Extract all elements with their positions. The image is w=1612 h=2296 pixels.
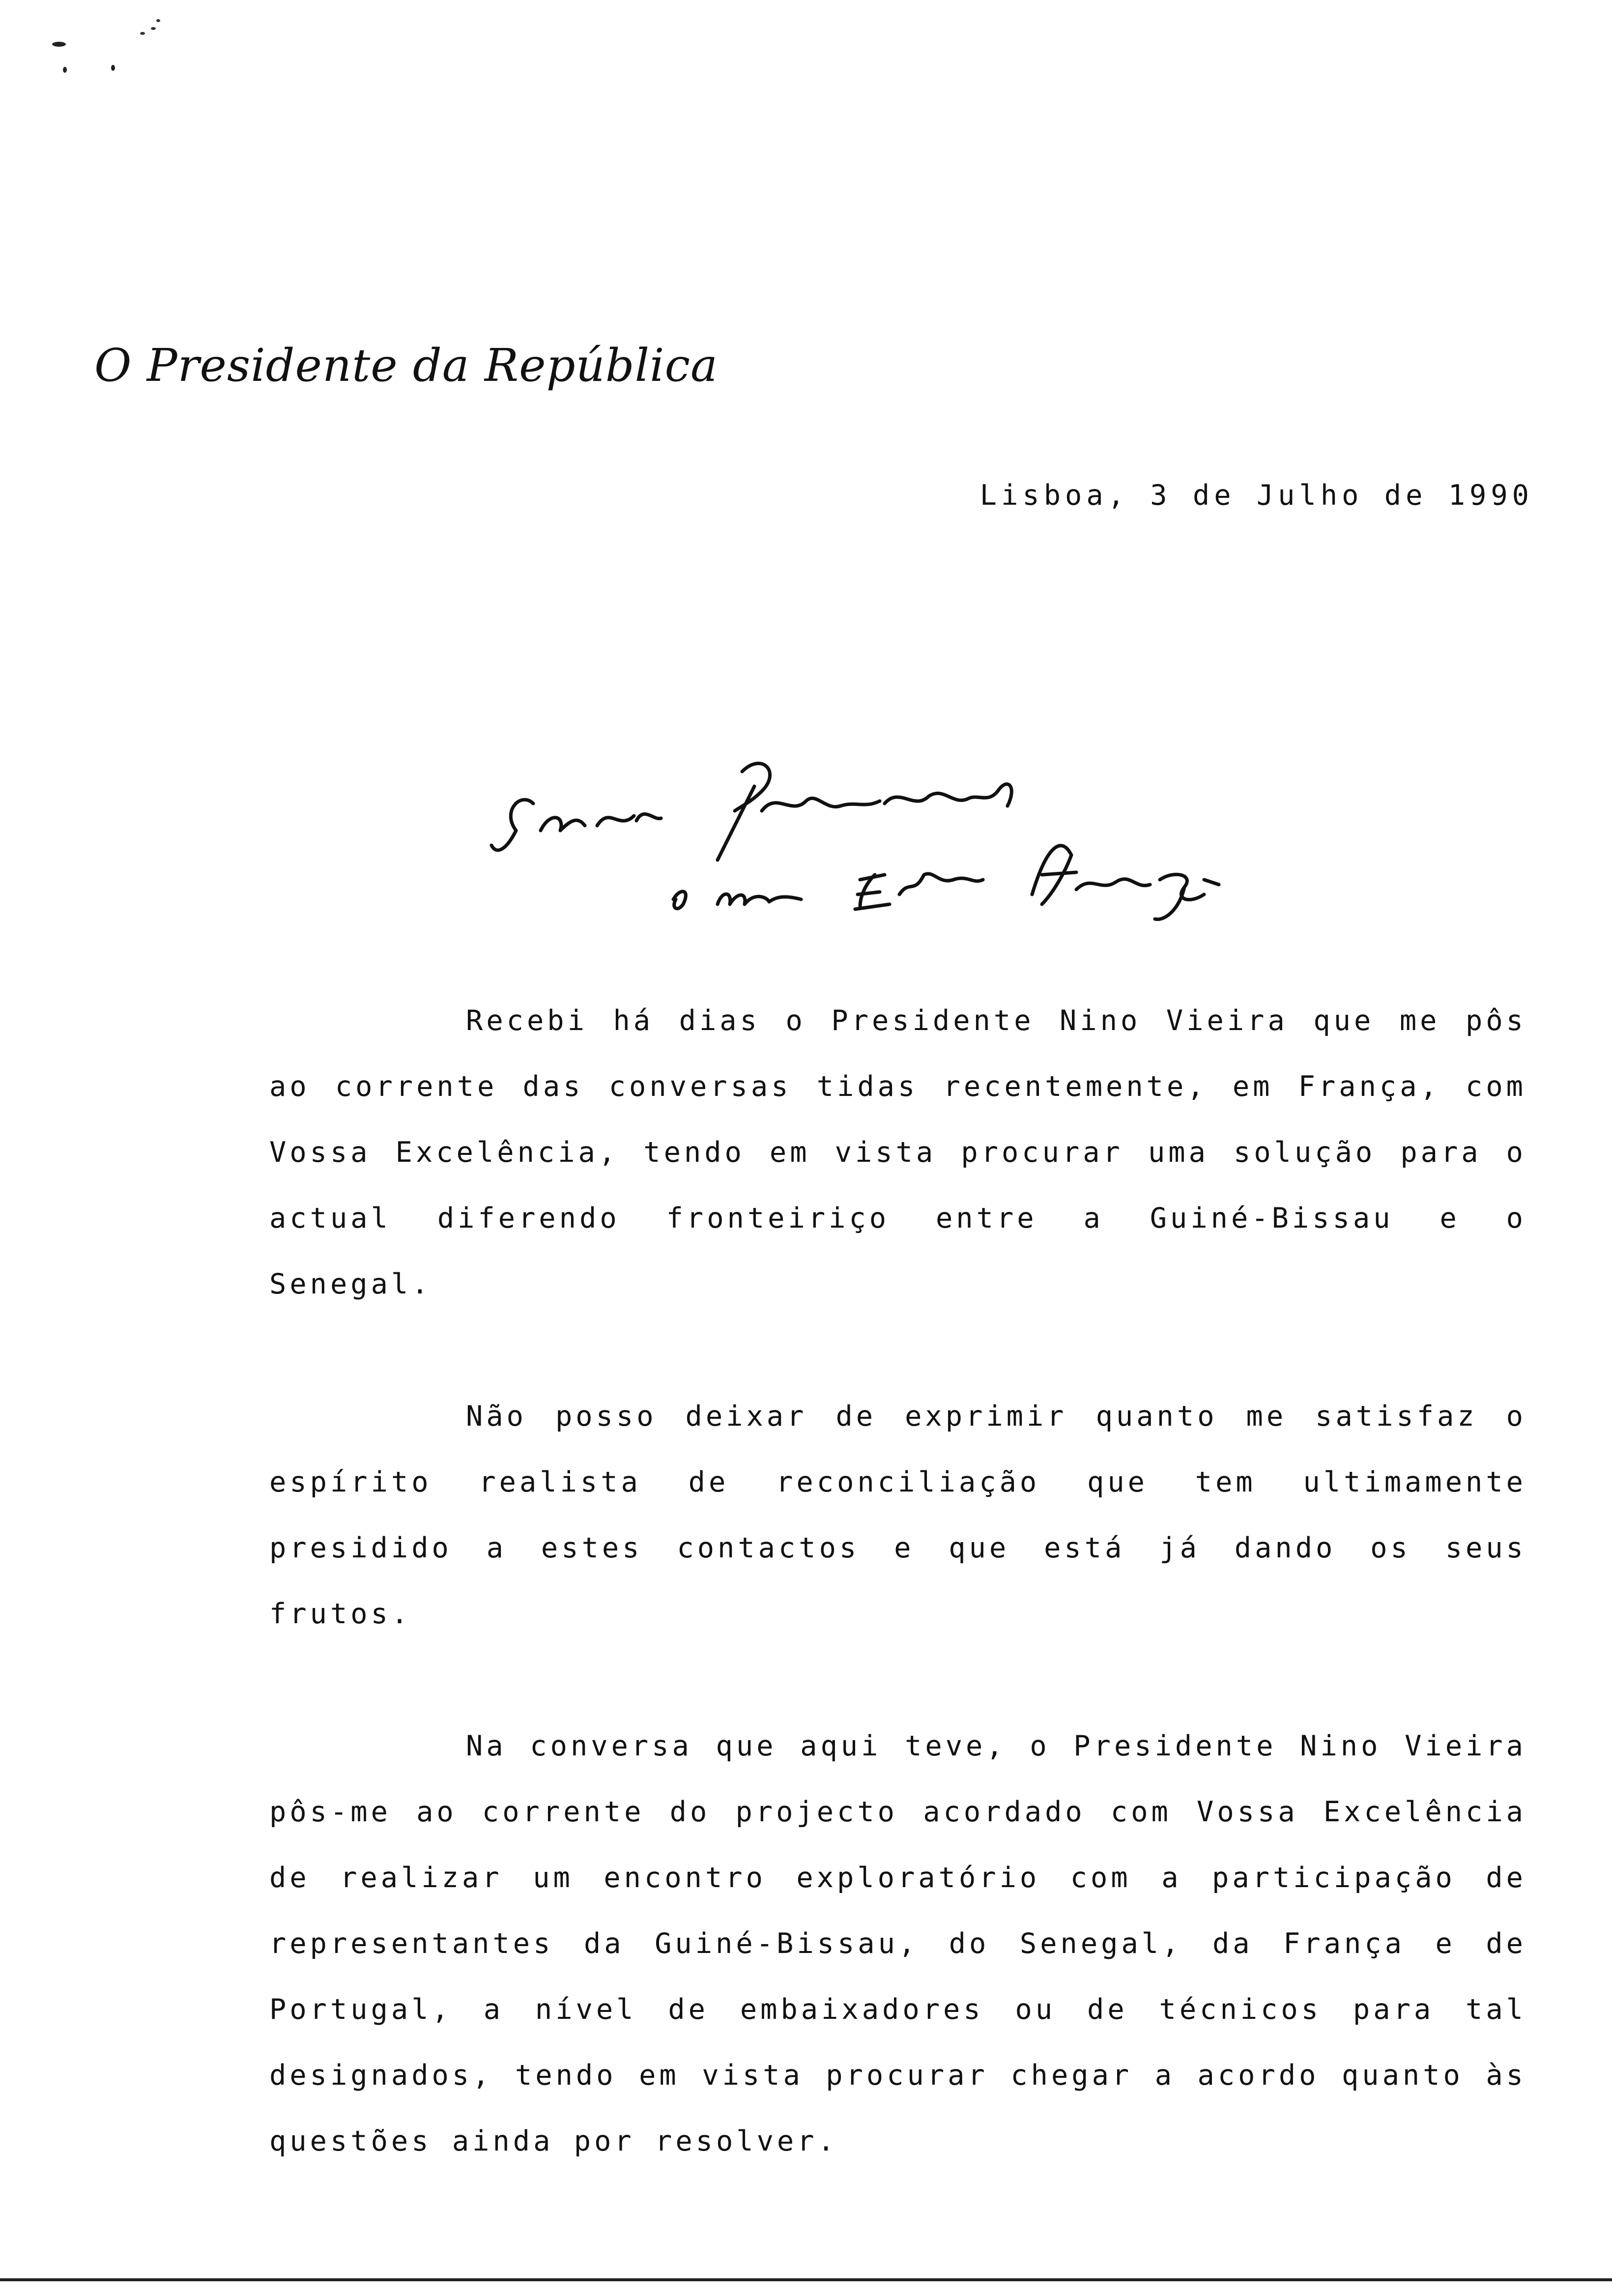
- scan-specks: [39, 10, 187, 79]
- date-line: Lisboa, 3 de Julho de 1990: [979, 479, 1533, 512]
- body-paragraph: Recebi há dias o Presidente Nino Vieira que me pôs ao corrente das conversas tidas recentemente, em França, com Vossa Excelência, tendo em vista procurar uma solução para o actual diferendo fronteiriço entre a Guiné-Bissau e o Senegal.: [269, 1004, 1526, 1300]
- body-paragraph: Não posso deixar de exprimir quanto me satisfaz o espírito realista de reconciliação que tem ultimamente presidido a estes contactos e que está já dando os seus frutos.: [269, 1400, 1526, 1630]
- handwritten-salutation: [487, 757, 1234, 924]
- page-bottom-rule: [0, 2278, 1612, 2281]
- letter-body: [269, 988, 1526, 2240]
- letterhead-title: O Presidente da República: [94, 339, 718, 392]
- body-paragraph: Na conversa que aqui teve, o Presidente Nino Vieira pôs-me ao corrente do projecto acordado com Vossa Excelência de realizar um encontro exploratório com a participação de representantes da Guiné-Bissau, do Senegal, da França e de Portugal, a nível de embaixadores ou de técnicos para tal designados, tendo em vista procurar chegar a acordo quanto às questões ainda por resolver.: [269, 1730, 1526, 2157]
